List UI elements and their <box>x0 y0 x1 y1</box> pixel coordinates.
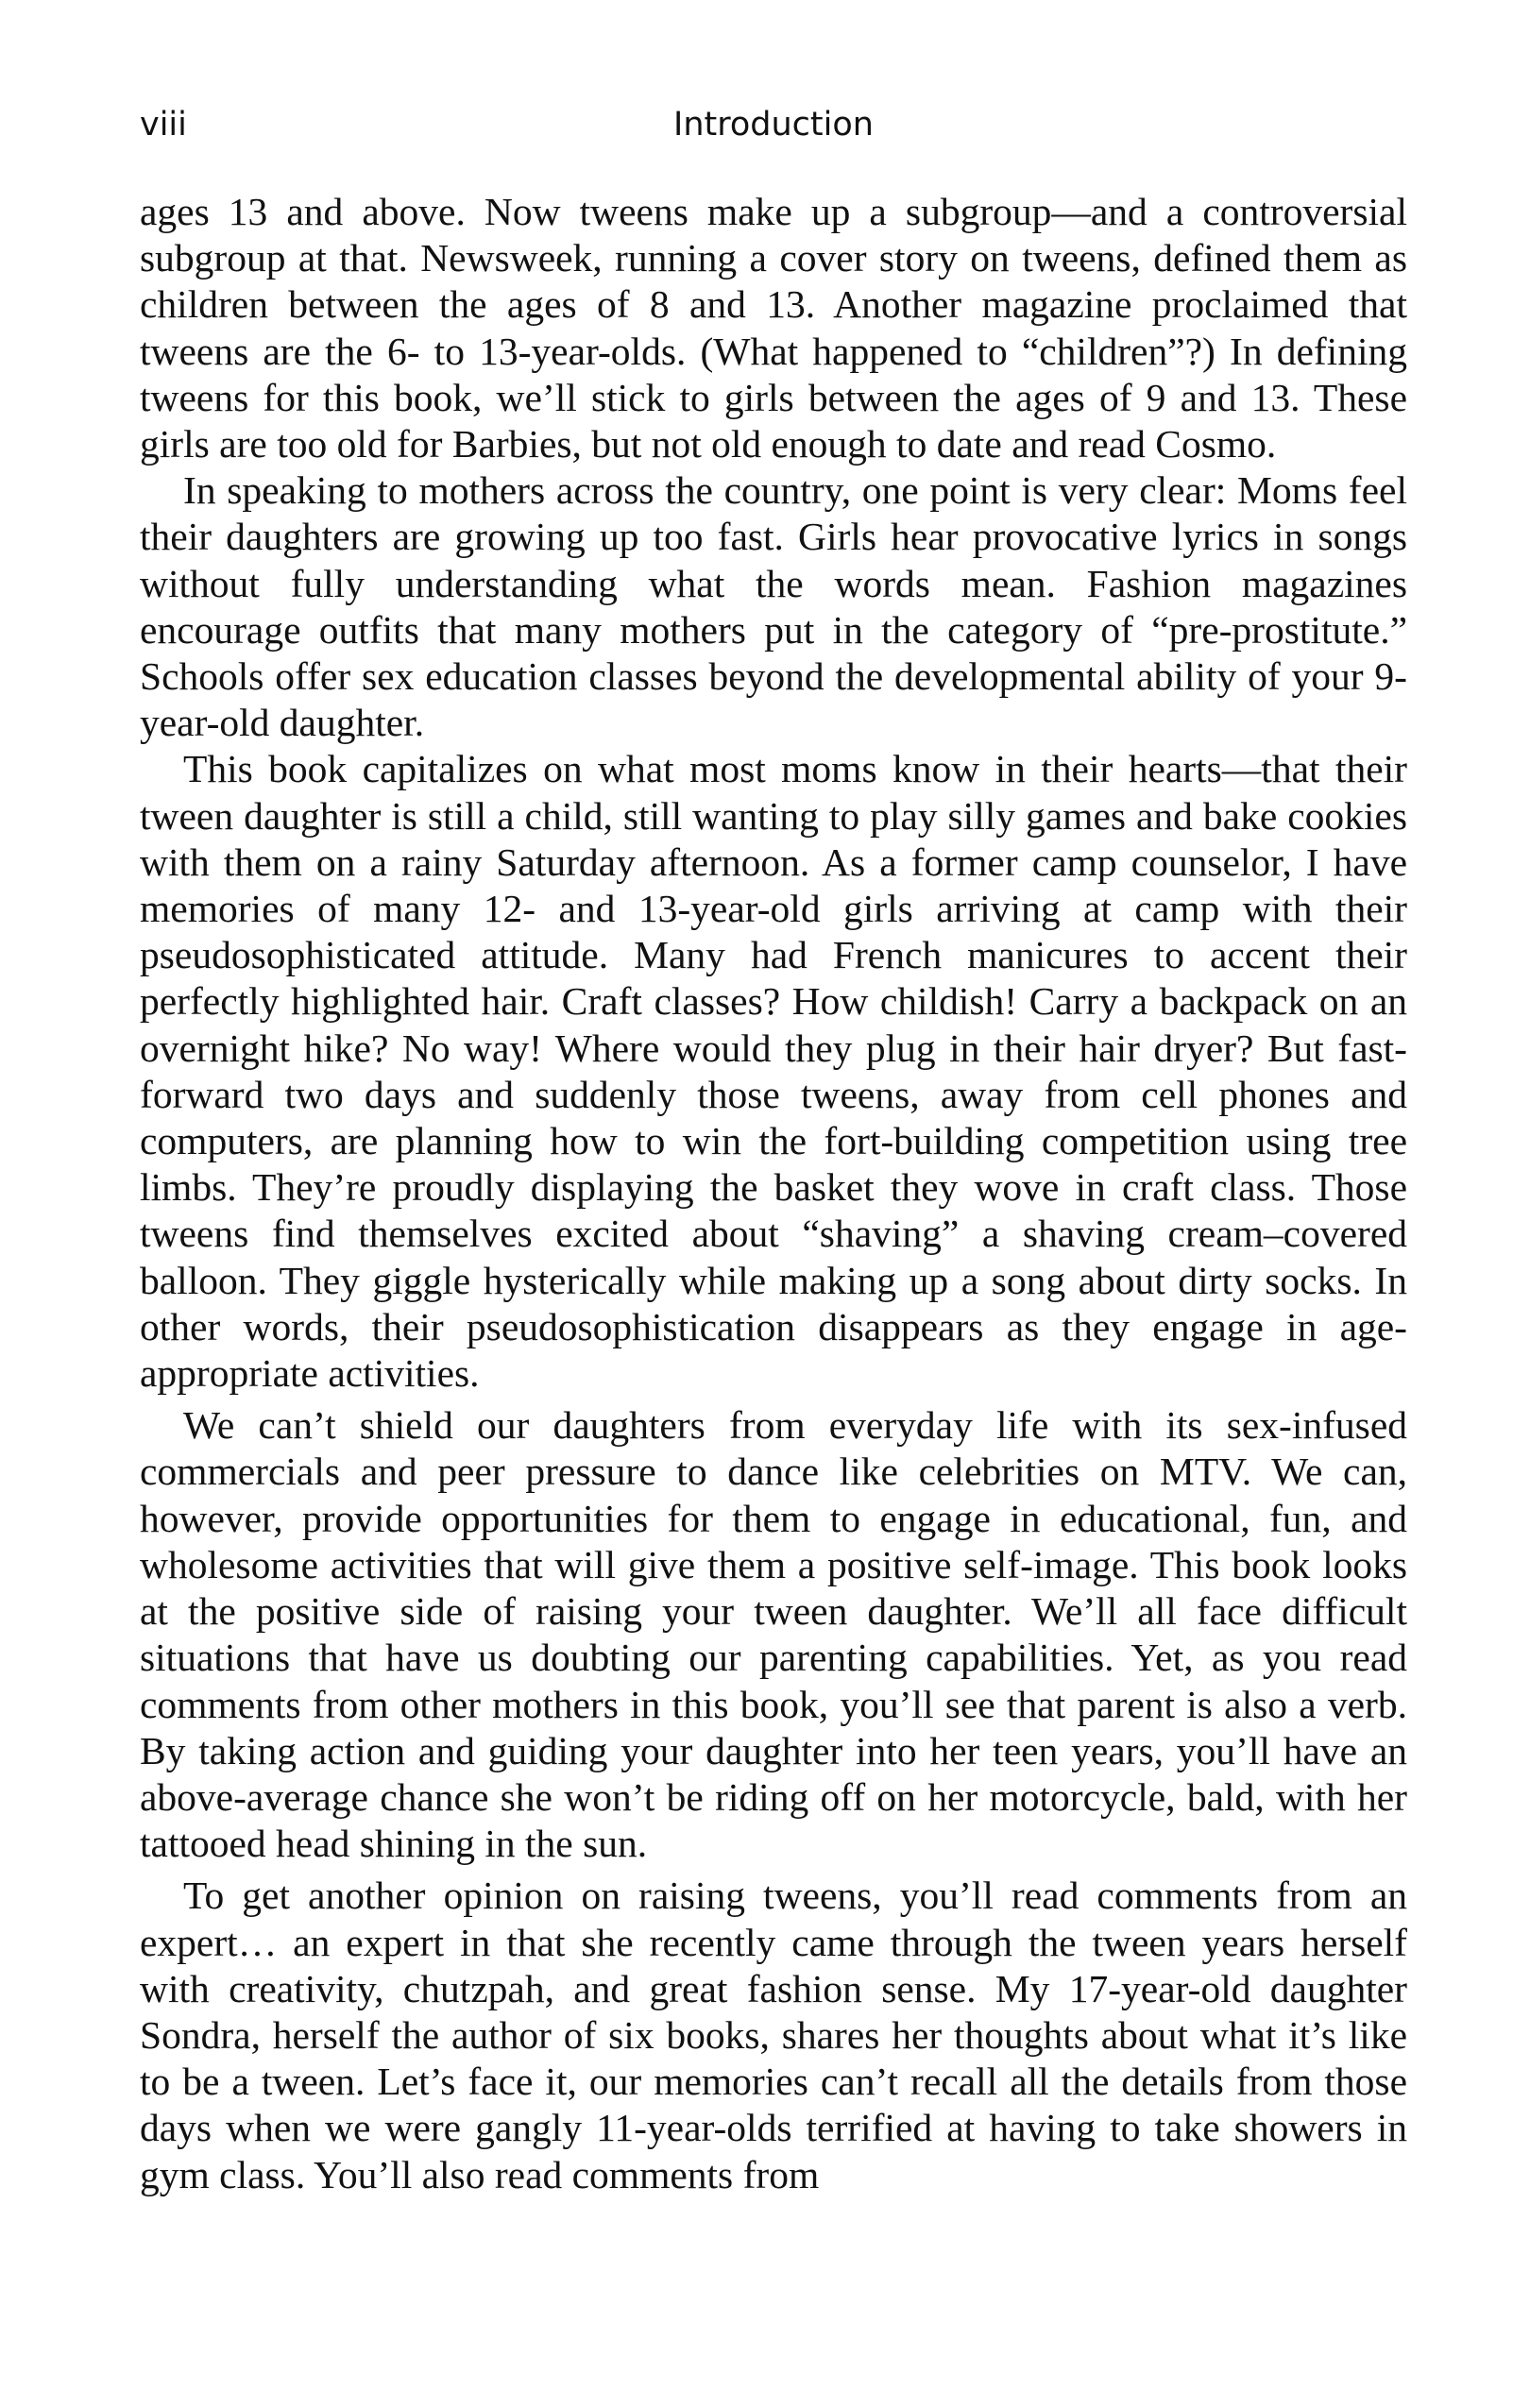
paragraph-3: This book capitalizes on what most moms know in their hearts—that their tween daughter is still a child, still wanting to play silly games and bake cookies with them on a rainy Saturday afternoon. As a former camp counselor, I have memories of many 12- and 13-year-old girls arriving at camp with their pseudosophisticated attitude. Many had French manicures to accent their perfectly highlighted hair. Craft classes? How childish! Carry a backpack on an overnight hike? No way! Where would they plug in their hair dryer? But fast-forward two days and suddenly those tweens, away from cell phones and computers, are planning how to win the fort-building competition using tree limbs. They’re proudly displaying the basket they wove in craft class. Those tweens find themselves excited about “shaving” a shaving cream–covered balloon. They giggle hysterically while making up a song about dirty socks. In other words, their pseudosophistication disappears as they engage in age-appropriate activities. <box>140 747 1407 1396</box>
paragraph-2: In speaking to mothers across the country, one point is very clear: Moms feel their daughters are growing up too fast. Girls hear provocative lyrics in songs without fully understanding what the words mean. Fashion magazines encourage outfits that many mothers put in the category of “pre-prostitute.” Schools offer sex education classes beyond the developmental ability of your 9-year-old daughter. <box>140 468 1407 745</box>
paragraph-4: We can’t shield our daughters from everyday life with its sex-infused commercials and peer pressure to dance like celebrities on MTV. We can, however, provide opportunities for them to engage in educational, fun, and wholesome activities that will give them a positive self-image. This book looks at the positive side of raising your tween daughter. We’ll all face difficult situations that have us doubting our parenting capabilities. Yet, as you read comments from other mothers in this book, you’ll see that parent is also a verb. By taking action and guiding your daughter into her teen years, you’ll have an above-average chance she won’t be riding off on her motorcycle, bald, with her tattooed head shining in the sun. <box>140 1403 1407 1866</box>
paragraph-5: To get another opinion on raising tweens, you’ll read comments from an expert… an expert in that she recently came through the tween years herself with creativity, chutzpah, and great fashion sense. My 17-year-old daughter Sondra, herself the author of six books, shares her thoughts about what it’s like to be a tween. Let’s face it, our memories can’t recall all the details from those days when we were gangly 11-year-olds terrified at having to take showers in gym class. You’ll also read comments from <box>140 1874 1407 2196</box>
paragraph-1: ages 13 and above. Now tweens make up a subgroup—and a controversial subgroup at that. Newsweek, running a cover story on tweens, defined them as children between the ages of 8 and 13. Another magazine proclaimed that tweens are the 6- to 13-year-olds. (What happened to “children”?) In defining tweens for this book, we’ll stick to girls between the ages of 9 and 13. These girls are too old for Barbies, but not old enough to date and read Cosmo. <box>140 190 1407 466</box>
page-number: viii <box>140 106 187 144</box>
running-title: Introduction <box>673 106 874 144</box>
running-head <box>140 106 1407 153</box>
body-text <box>140 189 1407 2198</box>
